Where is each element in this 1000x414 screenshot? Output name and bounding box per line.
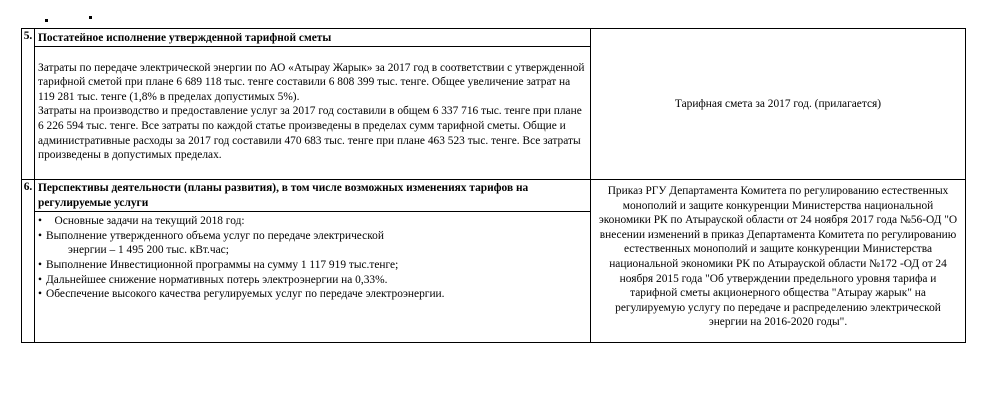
list-item [38, 287, 587, 302]
list-item-text: Дальнейшее снижение нормативных потерь электроэнергии на 0,33%. [46, 273, 388, 286]
section-6-left-cell [35, 180, 591, 343]
section-title: Перспективы деятельности (планы развития), в том числе возможных изменениях тарифов на регулируемые услуги [35, 180, 590, 212]
list-item [38, 273, 587, 288]
bullet-icon: • [38, 229, 42, 242]
bullet-icon: • [38, 288, 42, 301]
table-row-section-5 [22, 29, 966, 180]
section-title: Постатейное исполнение утвержденной тарифной сметы [35, 29, 590, 47]
bullet-icon: • [38, 258, 42, 271]
report-table [21, 28, 966, 343]
scan-mark [89, 16, 92, 19]
section-6-list [35, 212, 590, 342]
section-number: 5. [22, 29, 35, 180]
bullet-icon: • [38, 215, 42, 228]
section-6-right-cell [591, 180, 966, 343]
list-item-text: энергии – 1 495 200 тыс. кВт.час; [68, 244, 229, 257]
list-item-text: Выполнение утвержденного объема услуг по передаче электрической [46, 229, 384, 242]
table-row-section-6 [22, 180, 966, 343]
list-item-text: Обеспечение высокого качества регулируемых услуг по передаче электроэнергии. [46, 288, 445, 301]
tariff-estimate-note: Тарифная смета за 2017 год. (прилагается) [674, 97, 882, 110]
list-item-text: Выполнение Инвестиционной программы на сумму 1 117 919 тыс.тенге; [46, 258, 399, 271]
list-item [38, 214, 587, 229]
list-item-text: Основные задачи на текущий 2018 год: [46, 215, 245, 228]
scan-mark [45, 19, 48, 22]
section-5-body [35, 47, 590, 167]
section-number: 6. [22, 180, 35, 343]
bullet-icon: • [38, 273, 42, 286]
list-item-continuation [38, 243, 587, 258]
section-5-left-cell [35, 29, 591, 180]
list-item [38, 229, 587, 244]
paragraph: Затраты на производство и предоставление услуг за 2017 год составили в общем 6 337 716 тыс. тенге при плане 6 226 594 тыс. тенге. Все затраты по каждой статье произведены в пределах сумм тарифной сметы. Общие и административные расходы за 2017 год составили 470 683 тыс. тенге при плане 463 523 тыс. тенге. Все затраты произведены в допустимых пределах. [38, 105, 582, 162]
list-item [38, 258, 587, 273]
order-reference-text: Приказ РГУ Департамента Комитета по регулированию естественных монополий и защите конкуренции Министерства национальной экономики РК по Атырауской области от 24 ноября 2017 года №56-ОД "О внесении изменений в приказ Департамента Комитета по регулированию естественных монополий и защите конкуренции Министерства национальной экономики РК по Атырауской области №172 -ОД от 24 ноября 2015 года "Об утверждении предельного уровня тарифа и тарифной сметы акционерного общества "Атырау жарык" на регулируемую услугу по передаче и распределению электрической энергии на 2016-2020 годы". [598, 185, 958, 329]
paragraph: Затраты по передаче электрической энергии по АО «Атырау Жарык» за 2017 год в соответствии с утвержденной тарифной сметой при плане 6 689 118 тыс. тенге составили 6 808 399 тыс. тенге. Общее увеличение затрат на 119 281 тыс. тенге (1,8% в пределах допустимых 5%). [38, 61, 585, 103]
section-5-right-cell [591, 29, 966, 180]
